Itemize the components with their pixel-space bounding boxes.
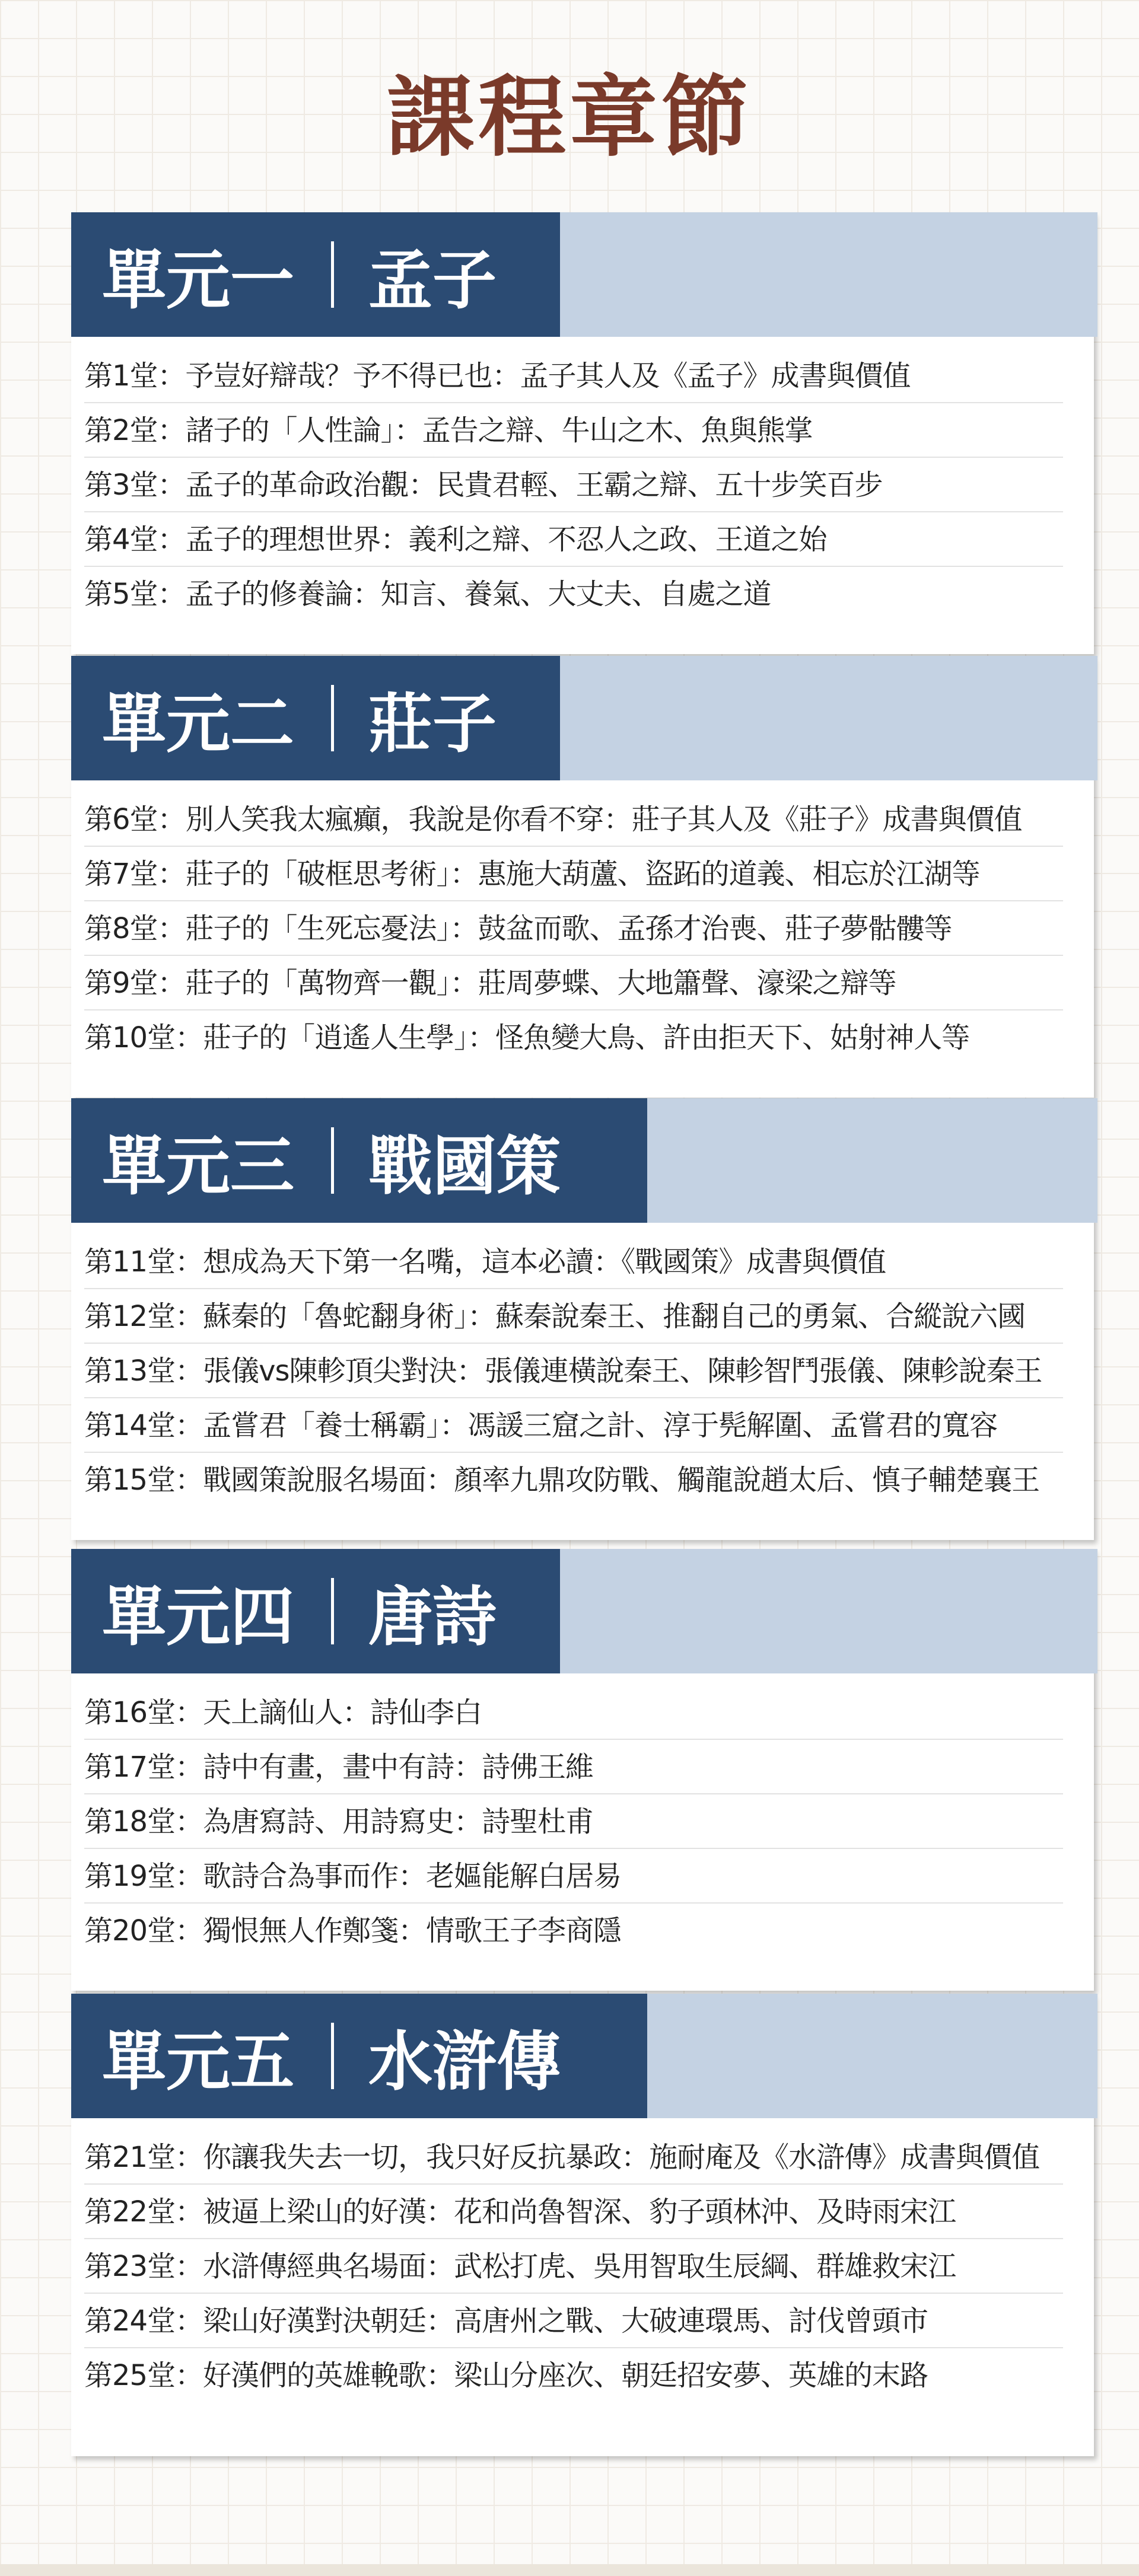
unit-topic: 水滸傳 — [368, 2025, 561, 2099]
title-divider — [331, 1127, 334, 1194]
lesson-item: 第24堂：梁山好漢對決朝廷：高唐州之戰、大破連環馬、討伐曾頭市 — [84, 2294, 1063, 2348]
unit-topic: 孟子 — [368, 243, 497, 318]
lesson-item: 第21堂：你讓我失去一切，我只好反抗暴政：施耐庵及《水滸傳》成書與價值 — [84, 2130, 1063, 2185]
lesson-item: 第9堂：莊子的「萬物齊一觀」：莊周夢蝶、大地簫聲、濠梁之辯等 — [84, 956, 1063, 1010]
title-divider — [331, 685, 334, 751]
unit-name: 單元五 — [102, 2025, 295, 2099]
page-title: 課程章節 — [387, 65, 752, 168]
lesson-item: 第16堂：天上謫仙人：詩仙李白 — [84, 1685, 1063, 1740]
unit-section-4 — [71, 1549, 1097, 1991]
lesson-item: 第15堂：戰國策說服名場面：顏率九鼎攻防戰、觸龍說趙太后、慎子輔楚襄王 — [84, 1464, 1040, 1497]
unit-section-2 — [71, 656, 1097, 1098]
title-divider — [331, 1578, 334, 1644]
unit-section-3 — [71, 1098, 1097, 1540]
unit-name: 單元四 — [102, 1580, 295, 1654]
lesson-item: 第6堂：別人笑我太瘋癲，我說是你看不穿：莊子其人及《莊子》成書與價值 — [84, 792, 1063, 847]
unit-section-1 — [71, 212, 1097, 654]
lesson-item: 第7堂：莊子的「破框思考術」：惠施大葫蘆、盜跖的道義、相忘於江湖等 — [84, 847, 1063, 901]
unit-topic: 唐詩 — [368, 1580, 497, 1654]
unit-name: 單元三 — [102, 1129, 295, 1204]
lesson-item: 第22堂：被逼上梁山的好漢：花和尚魯智深、豹子頭林沖、及時雨宋江 — [84, 2185, 1063, 2239]
title-divider — [331, 241, 334, 308]
lesson-list — [84, 792, 1063, 1065]
lesson-item: 第19堂：歌詩合為事而作：老嫗能解白居易 — [84, 1849, 1063, 1904]
lesson-item: 第17堂：詩中有畫，畫中有詩：詩佛王維 — [84, 1740, 1063, 1794]
lesson-item: 第23堂：水滸傳經典名場面：武松打虎、吳用智取生辰綱、群雄救宋江 — [84, 2239, 1063, 2294]
lesson-item: 第11堂：想成為天下第一名嘴，這本必讀：《戰國策》成書與價值 — [84, 1235, 1063, 1289]
unit-name: 單元一 — [102, 243, 295, 318]
lesson-list — [84, 1685, 1063, 1958]
lesson-item: 第4堂：孟子的理想世界：義利之辯、不忍人之政、王道之始 — [84, 512, 1063, 567]
lesson-item: 第25堂：好漢們的英雄輓歌：梁山分座次、朝廷招安夢、英雄的末路 — [84, 2359, 928, 2392]
lesson-list — [84, 349, 1063, 621]
unit-title-box — [71, 1098, 647, 1223]
unit-name: 單元二 — [102, 687, 295, 761]
lesson-list — [84, 1235, 1063, 1507]
lesson-item: 第20堂：獨恨無人作鄭箋：情歌王子李商隱 — [84, 1914, 622, 1947]
unit-title-box — [71, 1994, 647, 2118]
footer-strip — [0, 2564, 1139, 2576]
lesson-item: 第10堂：莊子的「逍遙人生學」：怪魚變大鳥、許由拒天下、姑射神人等 — [84, 1021, 970, 1054]
lesson-item: 第2堂：諸子的「人性論」：孟告之辯、牛山之木、魚與熊掌 — [84, 403, 1063, 458]
unit-topic: 莊子 — [368, 687, 497, 761]
lesson-item: 第14堂：孟嘗君「養士稱霸」：馮諼三窟之計、淳于髡解圍、孟嘗君的寬容 — [84, 1398, 1063, 1453]
lesson-item: 第18堂：為唐寫詩、用詩寫史：詩聖杜甫 — [84, 1794, 1063, 1849]
lesson-item: 第1堂：予豈好辯哉？予不得已也：孟子其人及《孟子》成書與價值 — [84, 349, 1063, 403]
title-divider — [331, 2023, 334, 2089]
unit-topic: 戰國策 — [368, 1129, 561, 1204]
lesson-list — [84, 2130, 1063, 2403]
unit-title-box — [71, 212, 560, 337]
lesson-item: 第12堂：蘇秦的「魯蛇翻身術」：蘇秦說秦王、推翻自己的勇氣、合縱說六國 — [84, 1289, 1063, 1344]
unit-section-5 — [71, 1994, 1097, 2456]
lesson-item: 第3堂：孟子的革命政治觀：民貴君輕、王霸之辯、五十步笑百步 — [84, 458, 1063, 512]
unit-title-box — [71, 656, 560, 780]
lesson-item: 第5堂：孟子的修養論：知言、養氣、大丈夫、自處之道 — [84, 578, 771, 611]
lesson-item: 第13堂：張儀vs陳軫頂尖對決：張儀連橫說秦王、陳軫智鬥張儀、陳軫說秦王 — [84, 1344, 1063, 1398]
lesson-item: 第8堂：莊子的「生死忘憂法」：鼓盆而歌、孟孫才治喪、莊子夢骷髏等 — [84, 901, 1063, 956]
unit-title-box — [71, 1549, 560, 1673]
